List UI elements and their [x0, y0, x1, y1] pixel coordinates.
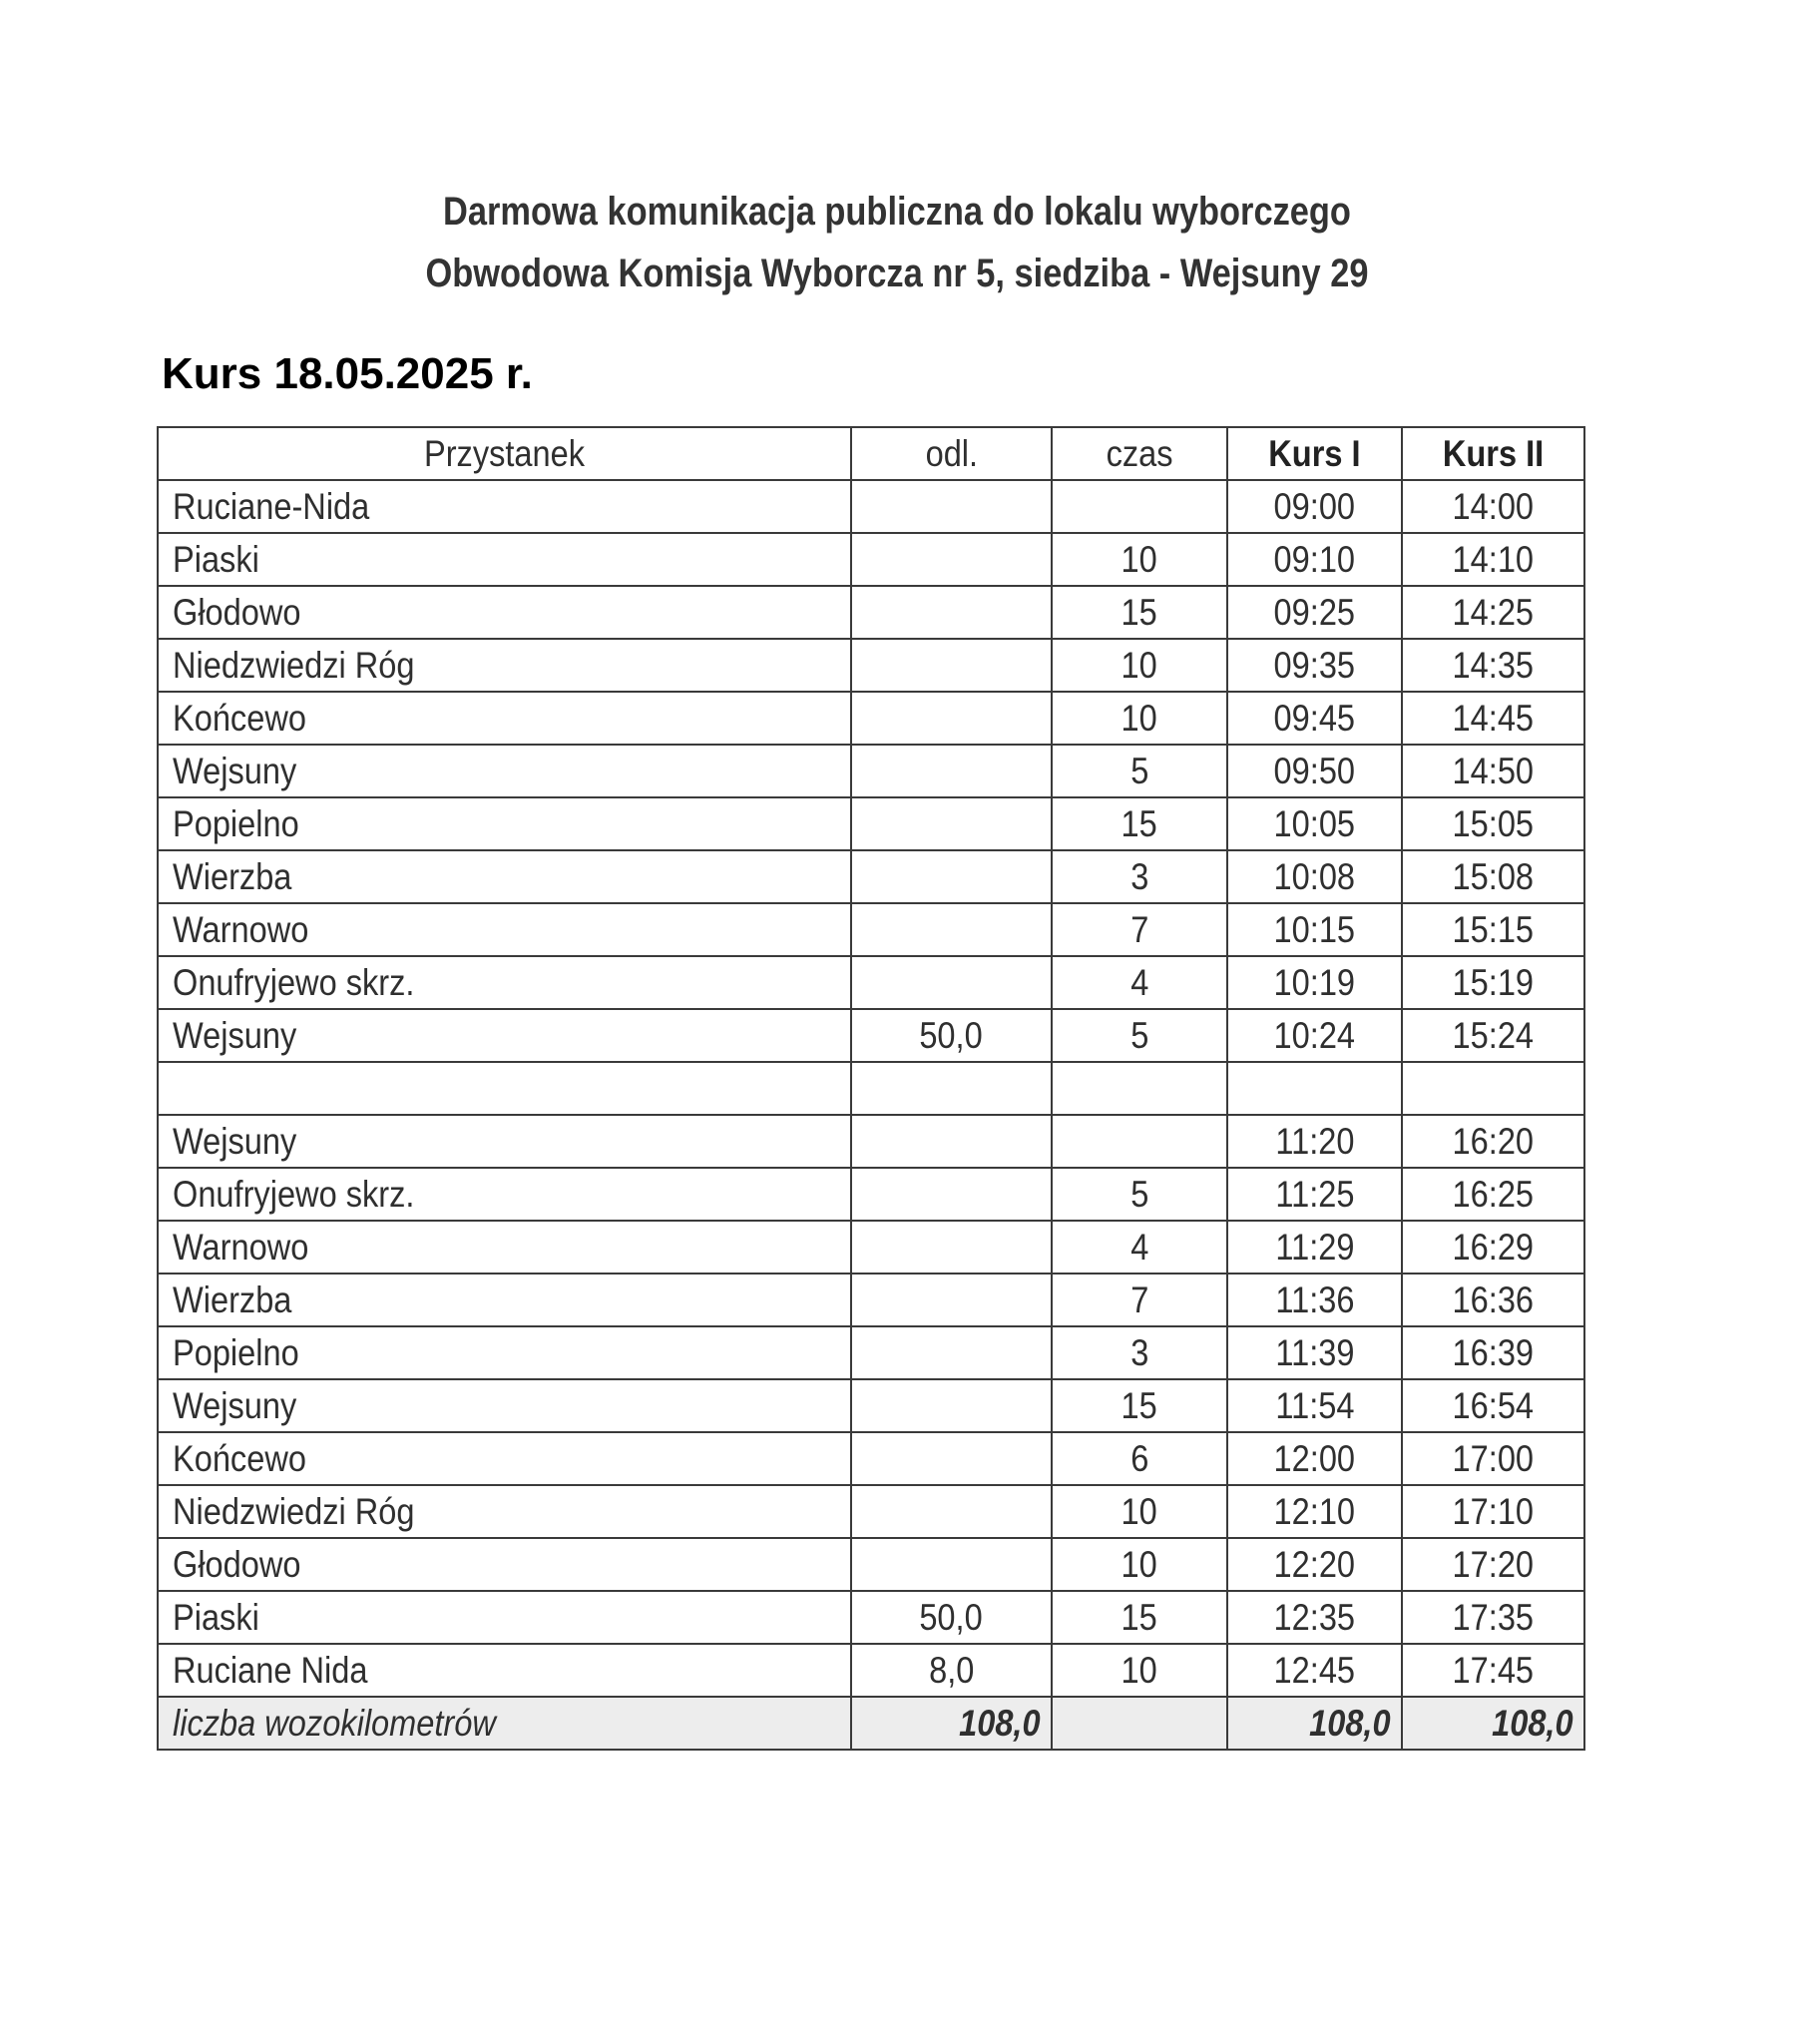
course-2-cell: 14:25 [1402, 586, 1584, 639]
table-row [158, 1168, 1584, 1221]
table-row [158, 1538, 1584, 1591]
total-time [1052, 1697, 1227, 1750]
course-1-cell: 10:05 [1227, 797, 1402, 850]
header-course-1: Kurs I [1227, 427, 1402, 480]
time-cell: 10 [1052, 1644, 1227, 1697]
course-2-cell: 17:35 [1402, 1591, 1584, 1644]
total-row [158, 1697, 1584, 1750]
distance-cell [851, 1062, 1052, 1115]
course-1-cell: 11:54 [1227, 1379, 1402, 1432]
distance-cell [851, 903, 1052, 956]
stop-cell: Warnowo [158, 1221, 851, 1274]
course-2-cell: 15:19 [1402, 956, 1584, 1009]
time-cell: 5 [1052, 1168, 1227, 1221]
time-cell [1052, 480, 1227, 533]
distance-cell [851, 745, 1052, 797]
stop-cell: Popielno [158, 797, 851, 850]
header-row [158, 427, 1584, 480]
header-stop: Przystanek [158, 427, 851, 480]
course-1-cell: 12:35 [1227, 1591, 1402, 1644]
table-row [158, 1432, 1584, 1485]
course-2-cell: 17:00 [1402, 1432, 1584, 1485]
time-cell: 5 [1052, 1009, 1227, 1062]
distance-cell [851, 1432, 1052, 1485]
distance-cell [851, 639, 1052, 692]
time-cell: 10 [1052, 533, 1227, 586]
distance-cell [851, 1115, 1052, 1168]
course-1-cell: 10:15 [1227, 903, 1402, 956]
distance-cell [851, 533, 1052, 586]
distance-cell [851, 1485, 1052, 1538]
time-cell: 4 [1052, 1221, 1227, 1274]
table-row [158, 1326, 1584, 1379]
table-row [158, 533, 1584, 586]
course-2-cell: 16:54 [1402, 1379, 1584, 1432]
distance-cell [851, 850, 1052, 903]
distance-cell [851, 692, 1052, 745]
distance-cell: 50,0 [851, 1009, 1052, 1062]
time-cell: 10 [1052, 1485, 1227, 1538]
document-subtitle: Obwodowa Komisja Wyborcza nr 5, siedziba - Wejsuny 29 [425, 252, 1369, 295]
course-1-cell [1227, 1062, 1402, 1115]
stop-cell: Niedzwiedzi Róg [158, 1485, 851, 1538]
table-row [158, 1274, 1584, 1326]
stop-cell: Końcewo [158, 1432, 851, 1485]
course-date: Kurs 18.05.2025 r. [162, 349, 533, 398]
distance-cell [851, 956, 1052, 1009]
distance-cell [851, 1168, 1052, 1221]
time-cell: 15 [1052, 797, 1227, 850]
stop-cell: Wejsuny [158, 1379, 851, 1432]
stop-cell: Głodowo [158, 586, 851, 639]
table-row [158, 1379, 1584, 1432]
distance-cell [851, 797, 1052, 850]
course-1-cell: 11:29 [1227, 1221, 1402, 1274]
table-row [158, 745, 1584, 797]
stop-cell: Końcewo [158, 692, 851, 745]
stop-cell: Ruciane-Nida [158, 480, 851, 533]
stop-cell: Wejsuny [158, 1115, 851, 1168]
time-cell [1052, 1115, 1227, 1168]
header-time: czas [1052, 427, 1227, 480]
total-course-1: 108,0 [1227, 1697, 1402, 1750]
course-1-cell: 10:08 [1227, 850, 1402, 903]
distance-cell: 50,0 [851, 1591, 1052, 1644]
course-2-cell: 16:36 [1402, 1274, 1584, 1326]
distance-cell [851, 1379, 1052, 1432]
total-label: liczba wozokilometrów [158, 1697, 851, 1750]
course-1-cell: 11:25 [1227, 1168, 1402, 1221]
table-row [158, 586, 1584, 639]
time-cell: 5 [1052, 745, 1227, 797]
stop-cell: Piaski [158, 533, 851, 586]
stop-cell: Ruciane Nida [158, 1644, 851, 1697]
time-cell: 7 [1052, 1274, 1227, 1326]
course-1-cell: 09:10 [1227, 533, 1402, 586]
course-1-cell: 09:45 [1227, 692, 1402, 745]
course-1-cell: 10:24 [1227, 1009, 1402, 1062]
time-cell: 10 [1052, 692, 1227, 745]
document-title: Darmowa komunikacja publiczna do lokalu wyborczego [443, 190, 1351, 234]
course-2-cell: 17:20 [1402, 1538, 1584, 1591]
table-row [158, 903, 1584, 956]
total-distance: 108,0 [851, 1697, 1052, 1750]
table-row [158, 797, 1584, 850]
course-1-cell: 12:20 [1227, 1538, 1402, 1591]
course-2-cell: 14:45 [1402, 692, 1584, 745]
course-2-cell: 16:39 [1402, 1326, 1584, 1379]
table-row [158, 956, 1584, 1009]
time-cell: 7 [1052, 903, 1227, 956]
course-1-cell: 12:45 [1227, 1644, 1402, 1697]
stop-cell [158, 1062, 851, 1115]
table-row [158, 1644, 1584, 1697]
time-cell: 10 [1052, 639, 1227, 692]
course-1-cell: 10:19 [1227, 956, 1402, 1009]
course-2-cell: 16:29 [1402, 1221, 1584, 1274]
stop-cell: Onufryjewo skrz. [158, 1168, 851, 1221]
course-1-cell: 09:50 [1227, 745, 1402, 797]
table-row [158, 1009, 1584, 1062]
course-2-cell: 17:45 [1402, 1644, 1584, 1697]
course-1-cell: 12:10 [1227, 1485, 1402, 1538]
course-1-cell: 09:25 [1227, 586, 1402, 639]
stop-cell: Wejsuny [158, 1009, 851, 1062]
table-row [158, 1591, 1584, 1644]
time-cell: 10 [1052, 1538, 1227, 1591]
course-1-cell: 11:39 [1227, 1326, 1402, 1379]
stop-cell: Głodowo [158, 1538, 851, 1591]
time-cell: 3 [1052, 1326, 1227, 1379]
course-2-cell: 17:10 [1402, 1485, 1584, 1538]
stop-cell: Warnowo [158, 903, 851, 956]
header-course-2: Kurs II [1402, 427, 1584, 480]
table-row [158, 1115, 1584, 1168]
distance-cell: 8,0 [851, 1644, 1052, 1697]
course-2-cell: 14:35 [1402, 639, 1584, 692]
time-cell: 15 [1052, 586, 1227, 639]
time-cell: 4 [1052, 956, 1227, 1009]
distance-cell [851, 480, 1052, 533]
table-row [158, 1485, 1584, 1538]
time-cell: 15 [1052, 1379, 1227, 1432]
course-2-cell: 14:50 [1402, 745, 1584, 797]
course-2-cell: 15:08 [1402, 850, 1584, 903]
stop-cell: Piaski [158, 1591, 851, 1644]
course-2-cell: 14:00 [1402, 480, 1584, 533]
table-row [158, 692, 1584, 745]
total-course-2: 108,0 [1402, 1697, 1584, 1750]
stop-cell: Popielno [158, 1326, 851, 1379]
distance-cell [851, 1326, 1052, 1379]
time-cell: 15 [1052, 1591, 1227, 1644]
table-row [158, 1221, 1584, 1274]
course-1-cell: 12:00 [1227, 1432, 1402, 1485]
table-row [158, 639, 1584, 692]
table-row [158, 480, 1584, 533]
header-distance: odl. [851, 427, 1052, 480]
distance-cell [851, 1274, 1052, 1326]
distance-cell [851, 1538, 1052, 1591]
course-2-cell: 16:25 [1402, 1168, 1584, 1221]
stop-cell: Niedzwiedzi Róg [158, 639, 851, 692]
time-cell: 6 [1052, 1432, 1227, 1485]
course-1-cell: 11:20 [1227, 1115, 1402, 1168]
stop-cell: Wierzba [158, 1274, 851, 1326]
course-2-cell: 15:15 [1402, 903, 1584, 956]
stop-cell: Wierzba [158, 850, 851, 903]
time-cell [1052, 1062, 1227, 1115]
course-2-cell: 15:24 [1402, 1009, 1584, 1062]
course-2-cell: 14:10 [1402, 533, 1584, 586]
course-1-cell: 09:00 [1227, 480, 1402, 533]
course-2-cell: 16:20 [1402, 1115, 1584, 1168]
course-2-cell: 15:05 [1402, 797, 1584, 850]
table-row [158, 850, 1584, 903]
course-1-cell: 09:35 [1227, 639, 1402, 692]
time-cell: 3 [1052, 850, 1227, 903]
course-1-cell: 11:36 [1227, 1274, 1402, 1326]
stop-cell: Onufryjewo skrz. [158, 956, 851, 1009]
table-row [158, 1062, 1584, 1115]
course-2-cell [1402, 1062, 1584, 1115]
distance-cell [851, 1221, 1052, 1274]
timetable [157, 426, 1585, 1751]
distance-cell [851, 586, 1052, 639]
stop-cell: Wejsuny [158, 745, 851, 797]
